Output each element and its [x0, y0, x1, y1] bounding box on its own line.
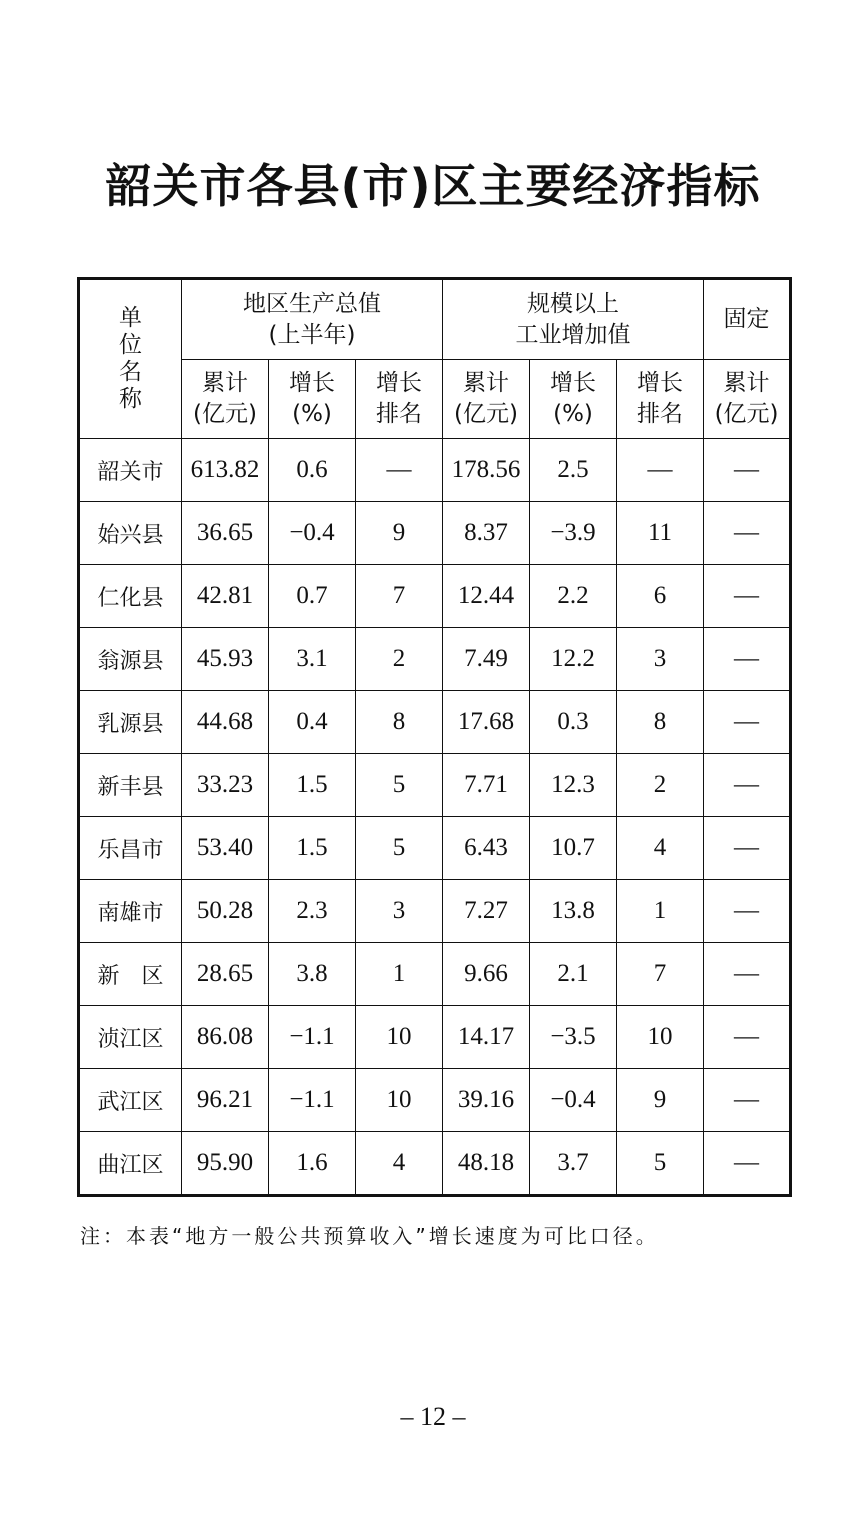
region-name: 乳源县: [79, 691, 182, 754]
table-cell: 3.7: [530, 1132, 617, 1196]
table-cell: 33.23: [182, 754, 269, 817]
table-cell: —: [704, 439, 791, 502]
table-cell: 0.3: [530, 691, 617, 754]
table-cell: 6: [617, 565, 704, 628]
table-cell: 3: [617, 628, 704, 691]
table-cell: 28.65: [182, 943, 269, 1006]
table-cell: 178.56: [443, 439, 530, 502]
table-row: [79, 817, 791, 880]
table-cell: 2.3: [269, 880, 356, 943]
table-cell: 8.37: [443, 502, 530, 565]
table-row: [79, 754, 791, 817]
table-cell: 10.7: [530, 817, 617, 880]
table-cell: 0.7: [269, 565, 356, 628]
table-cell: 11: [617, 502, 704, 565]
table-row: [79, 439, 791, 502]
table-cell: 39.16: [443, 1069, 530, 1132]
table-cell: 48.18: [443, 1132, 530, 1196]
region-name: 新 区: [79, 943, 182, 1006]
region-name: 韶关市: [79, 439, 182, 502]
table-cell: 1.6: [269, 1132, 356, 1196]
table-cell: −0.4: [530, 1069, 617, 1132]
table-cell: 6.43: [443, 817, 530, 880]
table-row: [79, 1006, 791, 1069]
column-header: 增长 排名: [356, 360, 443, 439]
table-cell: 5: [356, 817, 443, 880]
fixed-group-header: 固定: [704, 279, 791, 360]
table-cell: 45.93: [182, 628, 269, 691]
column-header: 累计 (亿元): [704, 360, 791, 439]
table-note: 注：本表“地方一般公共预算收入”增长速度为可比口径。: [80, 1224, 659, 1248]
table-cell: 86.08: [182, 1006, 269, 1069]
column-header: 累计 (亿元): [182, 360, 269, 439]
table-cell: —: [704, 943, 791, 1006]
page-number: – 12 –: [400, 1402, 466, 1431]
table-cell: 53.40: [182, 817, 269, 880]
table-row: [79, 502, 791, 565]
table-row: [79, 1069, 791, 1132]
table-cell: 4: [617, 817, 704, 880]
table-cell: 10: [356, 1006, 443, 1069]
table-cell: 5: [617, 1132, 704, 1196]
table-cell: 1.5: [269, 754, 356, 817]
region-name: 南雄市: [79, 880, 182, 943]
table-cell: 0.6: [269, 439, 356, 502]
region-name: 新丰县: [79, 754, 182, 817]
table-cell: 13.8: [530, 880, 617, 943]
table-cell: —: [704, 628, 791, 691]
table-cell: 9: [356, 502, 443, 565]
table-cell: 2: [356, 628, 443, 691]
table-cell: 1.5: [269, 817, 356, 880]
table-cell: 613.82: [182, 439, 269, 502]
table-cell: 3: [356, 880, 443, 943]
table-cell: —: [704, 691, 791, 754]
table-row: [79, 880, 791, 943]
table-cell: 95.90: [182, 1132, 269, 1196]
table-cell: 12.3: [530, 754, 617, 817]
table-cell: −1.1: [269, 1006, 356, 1069]
table-cell: 1: [617, 880, 704, 943]
table-cell: 7.49: [443, 628, 530, 691]
industry-group-header: 规模以上 工业增加值: [443, 279, 704, 360]
table-cell: 4: [356, 1132, 443, 1196]
table-cell: 36.65: [182, 502, 269, 565]
table-cell: —: [704, 1132, 791, 1196]
table-cell: 50.28: [182, 880, 269, 943]
table-cell: 10: [356, 1069, 443, 1132]
table-cell: 12.2: [530, 628, 617, 691]
column-header: 累计 (亿元): [443, 360, 530, 439]
table-cell: 8: [356, 691, 443, 754]
table-cell: 96.21: [182, 1069, 269, 1132]
table-cell: —: [617, 439, 704, 502]
table-cell: 7: [356, 565, 443, 628]
column-header: 增长 (%): [269, 360, 356, 439]
table-cell: 7.71: [443, 754, 530, 817]
table-cell: −1.1: [269, 1069, 356, 1132]
table-cell: −3.9: [530, 502, 617, 565]
region-name: 翁源县: [79, 628, 182, 691]
table-cell: 2: [617, 754, 704, 817]
table-cell: 3.8: [269, 943, 356, 1006]
table-cell: 8: [617, 691, 704, 754]
table-cell: —: [704, 880, 791, 943]
table-cell: 44.68: [182, 691, 269, 754]
table-cell: —: [704, 565, 791, 628]
table-cell: 7: [617, 943, 704, 1006]
region-name: 曲江区: [79, 1132, 182, 1196]
economic-indicators-table: [77, 277, 792, 1197]
table-cell: −0.4: [269, 502, 356, 565]
table-cell: 3.1: [269, 628, 356, 691]
unit-name-header: 单 位 名 称: [79, 279, 182, 439]
region-name: 仁化县: [79, 565, 182, 628]
table-row: [79, 943, 791, 1006]
table-cell: −3.5: [530, 1006, 617, 1069]
table-cell: 12.44: [443, 565, 530, 628]
table-row: [79, 565, 791, 628]
table-cell: 9: [617, 1069, 704, 1132]
region-name: 武江区: [79, 1069, 182, 1132]
table-cell: 42.81: [182, 565, 269, 628]
table-cell: 1: [356, 943, 443, 1006]
table-row: [79, 1132, 791, 1196]
table-cell: —: [704, 1006, 791, 1069]
table-cell: 9.66: [443, 943, 530, 1006]
region-name: 浈江区: [79, 1006, 182, 1069]
table-cell: —: [704, 754, 791, 817]
table-cell: 0.4: [269, 691, 356, 754]
table-row: [79, 628, 791, 691]
table-cell: 10: [617, 1006, 704, 1069]
table-cell: 17.68: [443, 691, 530, 754]
region-name: 乐昌市: [79, 817, 182, 880]
table-cell: 2.1: [530, 943, 617, 1006]
table-row: [79, 691, 791, 754]
column-header: 增长 (%): [530, 360, 617, 439]
table-cell: 7.27: [443, 880, 530, 943]
table-cell: 2.5: [530, 439, 617, 502]
table-cell: 2.2: [530, 565, 617, 628]
table-cell: —: [704, 502, 791, 565]
table-cell: —: [704, 1069, 791, 1132]
column-header: 增长 排名: [617, 360, 704, 439]
gdp-group-header: 地区生产总值 (上半年): [182, 279, 443, 360]
table-cell: —: [356, 439, 443, 502]
table-cell: —: [704, 817, 791, 880]
table-cell: 14.17: [443, 1006, 530, 1069]
table-cell: 5: [356, 754, 443, 817]
region-name: 始兴县: [79, 502, 182, 565]
page-title: 韶关市各县(市)区主要经济指标: [105, 159, 761, 213]
